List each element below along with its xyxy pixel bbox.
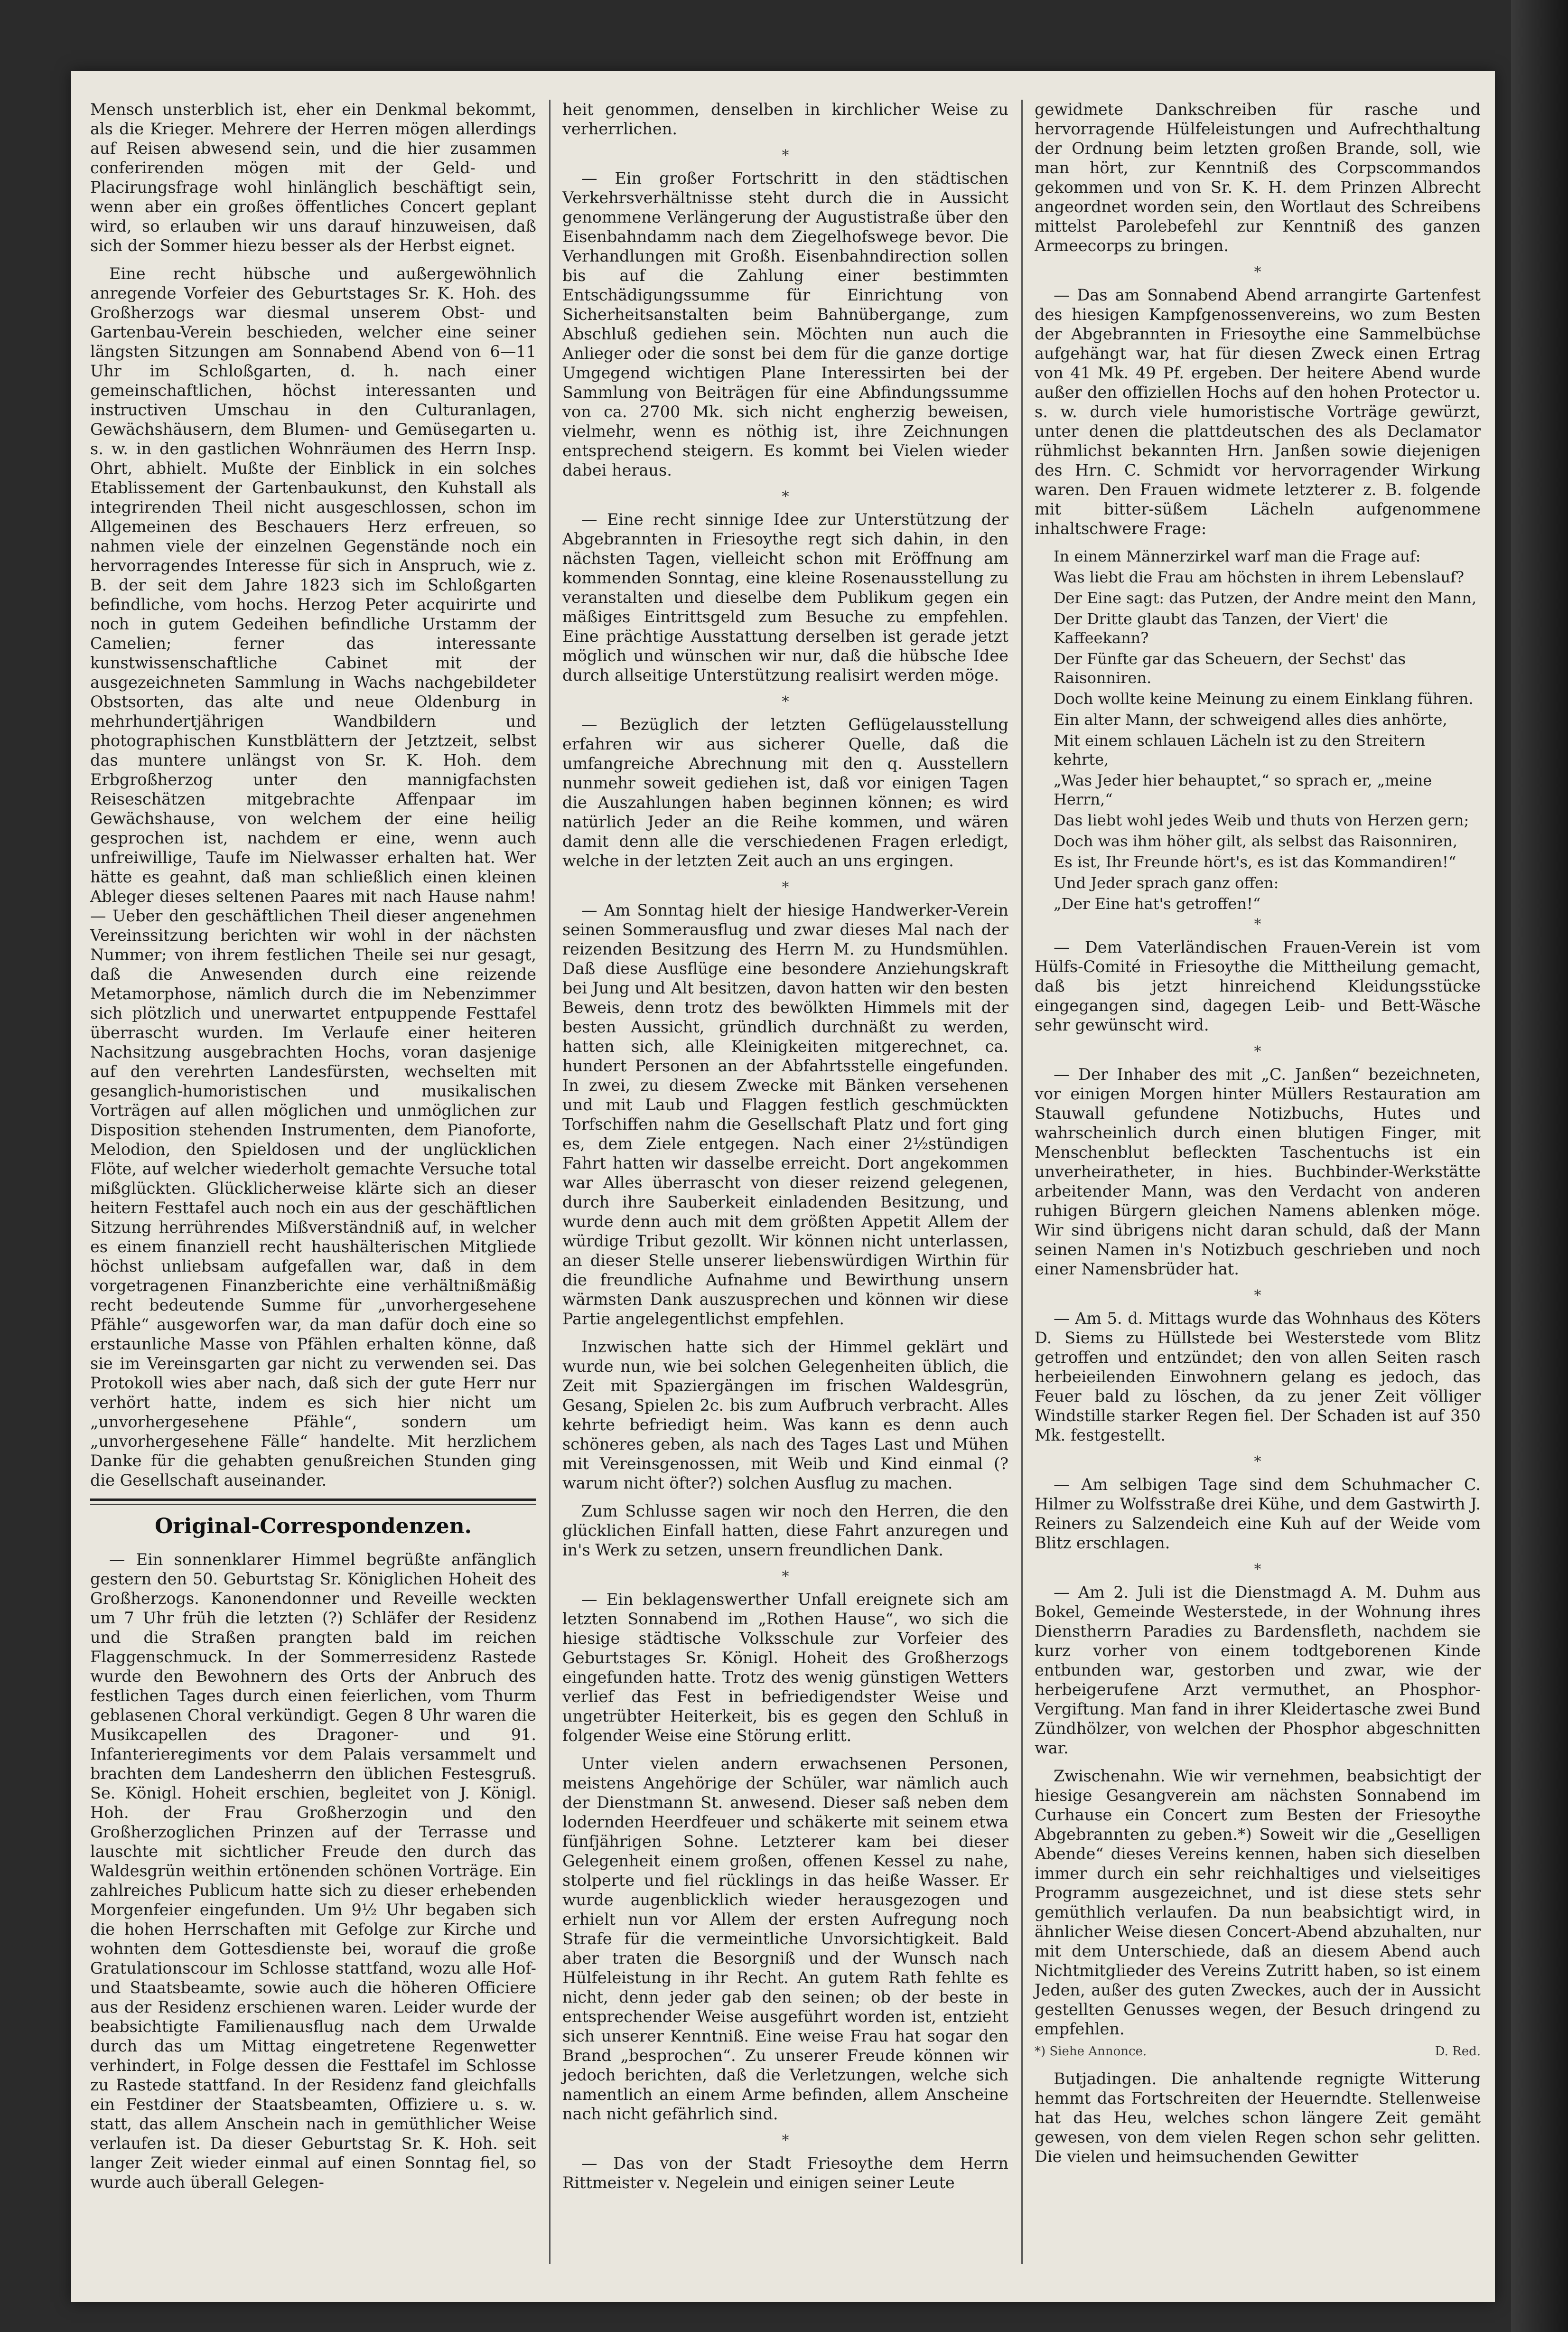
newspaper-page [71,71,1495,2302]
section-heading: Original-Correspondenzen. [155,1514,472,1538]
paragraph: — Ein großer Fortschritt in den städtischen Verkehrsverhältnisse steht durch die in Aussicht genommene Verlängerung der Augustistraße über den Eisenbahndamm nach dem Ziegelhofswege bevor. Die Verhandlungen mit Großh. Eisenbahndirection sollen bis auf die Zahlung einer bestimmten Entschädigungssumme für Einrichtung von Sicherheitsanstalten beim Bahnübergange, zum Abschluß gediehen sein. Möchten nun auch die Anlieger oder die sonst bei dem für die ganze dortige Umgegend wichtigen Plane Interessirten bei der Sammlung von Beiträgen für eine Abfindungssumme von ca. 2700 Mk. sich nicht engherzig beweisen, vielmehr, wenn es nöthig ist, ihre Zeichnungen entsprechend steigern. Es kommt bei Vielen wieder dabei heraus. [562,169,1008,479]
poem [1035,547,1481,913]
paragraph: Eine recht hübsche und außergewöhnlich anregende Vorfeier des Geburtstages Sr. K. Hoh. des Großherzogs war diesmal unserem Obst- und Gartenbau-Verein beschieden, welcher eine seiner längsten Sitzungen am Sonnabend Abend von 6—11 Uhr im Schloßgarten, d. h. nach einer gemeinschaftlichen, höchst interessanten und instructiven Umschau in den Culturanlagen, Gewächshäusern, dem Blumen- und Gemüsegarten u. s. w. in den gastlichen Wohnräumen des Herrn Insp. Ohrt, abhielt. Mußte der Einblick in ein solches Etablissement der Gartenbaukunst, den Kuhstall als integrirenden Theil nicht ausgeschlossen, schon im Allgemeinen des Beschauers Herz erfreuen, so nahmen viele der einzelnen Gegenstände noch ein hervorragendes Interesse für sich in Anspruch, wie z. B. der seit dem Jahre 1823 sich im Schloßgarten befindliche, vom hochs. Herzog Peter acquirirte und noch in gutem Gedeihen befindliche Urstamm der Camelien; ferner das interessante kunstwissenschaftliche Cabinet mit der ausgezeichneten Sammlung in Wachs nachgebildeter Obstsorten, das alte und neue Oldenburg in mehrhundertjährigen Wandbildern und photographischen Kunstblättern der Jetztzeit, selbst das muntere unlängst von Sr. K. Hoh. dem Erbgroßherzog unter den mannigfachsten Reiseschätzen mitgebrachte Affenpaar im Gewächshause, von welchem der eine heilig gesprochen ist, nachdem er eine, wenn auch unfreiwillige, Taufe im Nielwasser erhalten hat. Wer hätte es geahnt, daß man schließlich einen kleinen Ableger dieses seltenen Paares mit nach Hause nahm! — Ueber den geschäftlichen Theil dieser angenehmen Vereinssitzung berichten wir wohl in der nächsten Nummer; von ihrem festlichen Theile sei nur gesagt, daß die Anwesenden durch eine reizende Metamorphose, nämlich durch die im Nebenzimmer sich plötzlich und unerwartet entpuppende Festtafel überrascht wurden. Im Verlaufe einer heiteren Nachsitzung ausgebrachten Hochs, voran dasjenige auf den verehrten Landesfürsten, wechselten mit gesanglich-humoristischen und musikalischen Vorträgen auf allen möglichen und unmöglichen zur Disposition stehenden Instrumenten, dem Pianoforte, Melodion, den Spieldosen und der unglücklichen Flöte, auf welcher wiederholt gemachte Versuche total mißglückten. Glücklicherweise klärte sich an dieser heitern Festtafel auch noch ein aus der geschäftlichen Sitzung herrührendes Mißverständniß auf, in welcher es einem finanziell recht haushälterischen Mitgliede höchst unliebsam aufgefallen war, daß in dem vorgetragenen Finanzberichte eine verhältnißmäßig recht bedeutende Summe für „unvorhergesehene Pfähle“ ausgeworfen war, da man dafür doch eine so erstaunliche Masse von Pfählen erhalten könne, daß sie im Vereinsgarten gar nicht zu verwenden sei. Das Protokoll wies aber nach, daß sich der gute Herr nur verhört hatte, indem es sich hier nicht um „unvorhergesehene Pfähle“, sondern um „unvorhergesehene Fälle“ handelte. Mit herzlichem Danke für die gehabten genußreichen Stunden ging die Gesellschaft auseinander. [90,264,536,1489]
paragraph: Zum Schlusse sagen wir noch den Herren, die den glücklichen Einfall hatten, diese Fahrt anzuregen und in's Werk zu setzen, unsern freundlichen Dank. [562,1502,1008,1559]
poem-line: Mit einem schlauen Lächeln ist zu den Streitern kehrte, [1054,731,1426,768]
paragraph: — Am 2. Juli ist die Dienstmagd A. M. Duhm aus Bokel, Gemeinde Westerstede, in der Wohnung ihres Dienstherrn Paradies zu Bardensfleth, nachdem sie kurz vorher von einem todtgeborenen Kinde entbunden war, gestorben und zwar, wie der herbeigerufene Arzt vermuthet, an Phosphor-Vergiftung. Man fand in ihrer Kleidertasche zwei Bund Zündhölzer, von welchen der Phosphor abgeschnitten war. [1035,1583,1481,1757]
separator-star: * [1254,916,1261,933]
column-rule [549,100,551,2264]
paragraph: Zwischenahn. Wie wir vernehmen, beabsichtigt der hiesige Gesangverein am nächsten Sonnabend im Curhause ein Concert zum Besten der Friesoythe Abgebrannten zu geben.*) Soweit wir die „Geselligen Abende“ dieses Vereins kennen, haben sich dieselben immer durch ein sehr reichhaltiges und vielseitiges Programm ausgezeichnet, und ist diese stets sehr gemüthlich verlaufen. Da nun beabsichtigt wird, in ähnlicher Weise diesen Concert-Abend abzuhalten, nur mit dem Unterschiede, daß an diesem Abend auch Nichtmitglieder des Vereins Zutritt haben, so ist einem Jeden, außer des guten Zweckes, auch der in Aussicht gestellten Genusses wegen, der Besuch dringend zu empfehlen. [1035,1767,1481,2038]
paragraph: — Der Inhaber des mit „C. Janßen“ bezeichneten, vor einigen Morgen hinter Müllers Restauration am Stauwall gefundene Notizbuchs, Hutes und wahrscheinlich durch einen blutigen Finger, mit Menschenblut befleckten Taschentuchs ist ein unverheiratheter, in hies. Buchbinder-Werkstätte arbeitender Mann, was den Verdacht von anderen ruhigen Bürgern gleichen Namens ablenken möge. Wir sind übrigens nicht daran schuld, daß der Mann seinen Namen in's Notizbuch geschrieben und noch einer Namensbrüder hat. [1035,1065,1481,1278]
poem-line: Es ist, Ihr Freunde hört's, es ist das Kommandiren!“ [1054,853,1456,871]
poem-line: Ein alter Mann, der schweigend alles dies anhörte, [1054,711,1447,729]
paragraph: Butjadingen. Die anhaltende regnigte Witterung hemmt das Fortschreiten der Heuerndte. Stellenweise hat das Heu, welches schon längere Zeit gemäht gewesen, von dem vielen Regen schon sehr gelitten. Die vielen und heimsuchenden Gewitter [1035,2070,1481,2166]
paragraph: — Am Sonntag hielt der hiesige Handwerker-Verein seinen Sommerausflug und zwar dieses Mal nach der reizenden Besitzung des Herrn M. zu Hundsmühlen. Daß diese Ausflüge eine besondere Anziehungskraft bei Jung und Alt besitzen, davon hatten wir den besten Beweis, denn trotz des bewölkten Himmels mit der besten Aussicht, gründlich durchnäßt zu werden, hatten sich, alle Kleinigkeiten mitgerechnet, ca. hundert Personen an der Abfahrtsstelle eingefunden. In zwei, zu diesem Zwecke mit Bänken versehenen und mit Laub und Flaggen festlich geschmückten Torfschiffen nahm die Gesellschaft Platz und fort ging es, dem Ziele entgegen. Nach einer 2½stündigen Fahrt hatten wir dasselbe erreicht. Dort angekommen war Alles überrascht von dieser reizend gelegenen, durch ihre Sauberkeit einladenden Besitzung, und wurde denn auch mit dem größten Appetit Allem der würdige Tribut gezollt. Wir können nicht unterlassen, an dieser Stelle unserer liebenswürdigen Wirthin für die freundliche Aufnahme und Bewirthung unsern wärmsten Dank auszusprechen und können wir diese Partie angelegentlichst empfehlen. [562,901,1008,1328]
divider [90,1498,536,1501]
separator-star: * [1254,1043,1261,1060]
paragraph: — Dem Vaterländischen Frauen-Verein ist vom Hülfs-Comité in Friesoythe die Mittheilung gemacht, daß bis jetzt hinreichend Kleidungsstücke eingegangen sind, dagegen Leib- und Bett-Wäsche sehr gewünscht wird. [1035,938,1481,1034]
paragraph: Unter vielen andern erwachsenen Personen, meistens Angehörige der Schüler, war nämlich auch der Dienstmann St. anwesend. Dieser saß neben dem lodernden Heerdfeuer und schäkerte mit seinem etwa fünfjährigen Sohne. Letzterer kam bei dieser Gelegenheit einem großen, offenen Kessel zu nahe, stolperte und fiel rücklings in das heiße Wasser. Er wurde augenblicklich wieder herausgezogen und erhielt nun vor Allem der ersten Aufregung noch Strafe für die vermeintliche Unvorsichtigkeit. Bald aber traten die Besorgniß und der Wunsch nach Hülfeleistung in ihr Recht. An gutem Rath fehlte es nicht, denn jeder gab den seinen; ob der beste in entsprechender Weise ausgeführt worden ist, entzieht sich unserer Kenntniß. Eine weise Frau hat sogar den Brand „besprochen“. Zu unserer Freude können wir jedoch berichten, daß die Verletzungen, welche sich namentlich an einem Arme befinden, allem Anscheine nach nicht gefährlich sind. [562,1754,1008,2123]
paragraph: Mensch unsterblich ist, eher ein Denkmal bekommt, als die Krieger. Mehrere der Herren mögen allerdings auf Reisen abwesend sein, und die hier zusammen conferirenden mögen mit der Geld- und Placirungsfrage wohl hinlänglich beschäftigt sein, wenn aber ein großes öffentliches Concert geplant wird, so erlauben wir uns darauf hinzuweisen, daß sich der Sommer hiezu besser als der Herbst eignet. [90,100,536,255]
column-rule [1021,100,1023,2264]
paragraph: — Bezüglich der letzten Geflügelausstellung erfahren wir aus sicherer Quelle, daß die umfangreiche Abrechnung mit den q. Ausstellern nunmehr soweit gediehen ist, daß vor einigen Tagen die Auszahlungen haben beginnen können; es wird natürlich Jeder an die Reihe kommen, und wären damit denn alle die verschiedenen Fragen erledigt, welche in der letzten Zeit auch an uns ergingen. [562,715,1008,870]
book-spine-edge [1511,0,1568,2332]
separator-star: * [782,488,789,505]
paragraph: — Das am Sonnabend Abend arrangirte Gartenfest des hiesigen Kampfgenossenvereins, wo zum Besten der Abgebrannten in Friesoythe eine Sammelbüchse aufgehängt war, hat für diesen Zweck einen Ertrag von 41 Mk. 49 Pf. ergeben. Der heitere Abend wurde außer den offiziellen Hochs auf den hohen Protector u. s. w. durch viele humoristische Vorträge gewürzt, unter denen die plattdeutschen des als Declamator rühmlichst bekannten Hrn. Janßen sowie diejenigen des Hrn. C. Schmidt vor hervorragender Wirkung waren. Den Frauen widmete letzterer z. B. folgende mit bitter-süßem Lächeln aufgenommene inhaltschwere Frage: [1035,286,1481,538]
separator-star: * [1254,264,1261,281]
separator-star: * [782,2132,789,2149]
paragraph: heit genommen, denselben in kirchlicher Weise zu verherrlichen. [562,100,1008,138]
poem-line: Der Dritte glaubt das Tanzen, der Viert' die Kaffeekann? [1054,610,1388,647]
poem-line: In einem Männerzirkel warf man die Frage auf: [1054,547,1421,565]
separator-star: * [782,879,789,896]
footnote-sign: D. Red. [1435,2044,1481,2059]
paragraph: — Das von der Stadt Friesoythe dem Herrn Rittmeister v. Negelein und einigen seiner Leute [562,2154,1008,2192]
footnote [1035,2043,1481,2060]
poem-line: „Was Jeder hier behauptet,“ so sprach er, „meine Herrn,“ [1054,771,1432,808]
poem-line: Doch was ihm höher gilt, als selbst das Raisonniren, [1054,832,1457,850]
footnote-text: *) Siehe Annonce. [1035,2044,1147,2059]
separator-star: * [782,1568,789,1585]
paragraph: — Am 5. d. Mittags wurde das Wohnhaus des Köters D. Siems zu Hüllstede bei Westerstede vom Blitz getroffen und entzündet; den von allen Seiten rasch herbeieilenden Einwohnern gelang es jedoch, das Feuer bald zu löschen, da zu jener Zeit völliger Windstille starker Regen fiel. Der Schaden ist auf 350 Mk. festgestellt. [1035,1309,1481,1444]
poem-line: Der Fünfte gar das Scheuern, der Sechst' das Raisonniren. [1054,650,1406,687]
paragraph: — Eine recht sinnige Idee zur Unterstützung der Abgebrannten in Friesoythe regt sich dahin, in den nächsten Tagen, vielleicht schon mit Eröffnung am kommenden Sonntag, eine kleine Rosenausstellung zu veranstalten und dieselbe dem Publikum gegen ein mäßiges Eintrittsgeld zum Besuche zu empfehlen. Eine prächtige Ausstattung derselben ist gerade jetzt möglich und wünschen wir nur, daß die hübsche Idee durch allseitige Unterstützung realisirt werden möge. [562,510,1008,684]
poem-line: Das liebt wohl jedes Weib und thuts von Herzen gern; [1054,811,1469,829]
poem-line: Und Jeder sprach ganz offen: [1054,874,1279,892]
poem-line: Was liebt die Frau am höchsten in ihrem Lebenslauf? [1054,568,1465,586]
column-2 [562,100,1008,2201]
paragraph: Inzwischen hatte sich der Himmel geklärt und wurde nun, wie bei solchen Gelegenheiten üblich, die Zeit mit Spaziergängen im frischen Waldesgrün, Gesang, Spielen 2c. bis zum Aufbruch verbracht. Alles kehrte befriedigt heim. Was kann es denn auch schöneres geben, als nach des Tages Last und Mühen mit Vereinsgenossen, mit Weib und Kind einmal (? warum nicht öfter?) solchen Ausflug zu machen. [562,1338,1008,1492]
paragraph: — Am selbigen Tage sind dem Schuhmacher C. Hilmer zu Wolfsstraße drei Kühe, und dem Gastwirth J. Reiners zu Salzendeich eine Kuh auf der Weide vom Blitz erschlagen. [1035,1475,1481,1552]
separator-star: * [1254,1287,1261,1304]
column-1 [90,100,536,2201]
poem-line: „Der Eine hat's getroffen!“ [1054,895,1261,913]
divider [90,1504,536,1505]
column-3 [1035,100,1481,2175]
paragraph: — Ein sonnenklarer Himmel begrüßte anfänglich gestern den 50. Geburtstag Sr. Königlichen Hoheit des Großherzogs. Kanonendonner und Reveille weckten um 7 Uhr früh die letzten (?) Schläfer der Residenz und die Straßen prangten bald im reichen Flaggenschmuck. In der Sommerresidenz Rastede wurde den Bewohnern des Orts der Anbruch des festlichen Tages durch einen feierlichen, vom Thurm geblasenen Choral verkündigt. Gegen 8 Uhr waren die Musikcapellen des Dragoner- und 91. Infanterieregiments vor dem Palais versammelt und brachten dem Landesherrn den üblichen Festesgruß. Se. Königl. Hoheit erschien, begleitet von J. Königl. Hoh. der Frau Großherzogin und den Großherzoglichen Prinzen auf der Terrasse und lauschte mit sichtlicher Freude den durch das Waldesgrün weithin ertönenden schönen Vorträge. Ein zahlreiches Publicum hatte sich zu dieser erhebenden Morgenfeier eingefunden. Um 9½ Uhr begaben sich die hohen Herrschaften mit Gefolge zur Kirche und wohnten dem Gottesdienste bei, worauf die große Gratulationscour im Schlosse stattfand, wozu alle Hof- und Staatsbeamte, sowie auch die höheren Officiere aus der Residenz erschienen waren. Leider wurde der beabsichtigte Familienausflug nach dem Urwalde durch das um Mittag eingetretene Regenwetter verhindert, in Folge dessen die Festtafel im Schlosse zu Rastede stattfand. In der Residenz fand gleichfalls ein Festdiner der Staatsbeamten, Offiziere u. s. w. statt, das allem Anschein nach in gemüthlicher Weise verlaufen ist. Da dieser Geburtstag Sr. K. Hoh. seit langer Zeit wieder einmal auf einen Sonntag fiel, so wurde auch überall Gelegen- [90,1550,536,2192]
separator-star: * [1254,1561,1261,1578]
separator-star: * [782,147,789,164]
paragraph: — Ein beklagenswerther Unfall ereignete sich am letzten Sonnabend im „Rothen Hause“, wo sich die hiesige städtische Volksschule zur Vorfeier des Geburtstages Sr. Königl. Hoheit des Großherzogs eingefunden hatte. Trotz des wenig günstigen Wetters verlief das Fest in befriedigendster Weise und ungetrübter Heiterkeit, bis es gegen den Schluß in folgender Weise eine Störung erlitt. [562,1590,1008,1745]
separator-star: * [782,693,789,710]
separator-star: * [1254,1453,1261,1470]
poem-line: Der Eine sagt: das Putzen, der Andre meint den Mann, [1054,589,1477,607]
paragraph: gewidmete Dankschreiben für rasche und hervorragende Hülfeleistungen und Aufrechthaltung der Ordnung beim letzten großen Brande, soll, wie man hört, zur Kenntniß des Corpscommandos gekommen und von Sr. K. H. dem Prinzen Albrecht angeordnet worden sein, den Wortlaut des Schreibens mittelst Parolebefehl zur Kenntniß des ganzen Armeecorps zu bringen. [1035,100,1481,255]
poem-line: Doch wollte keine Meinung zu einem Einklang führen. [1054,690,1474,708]
